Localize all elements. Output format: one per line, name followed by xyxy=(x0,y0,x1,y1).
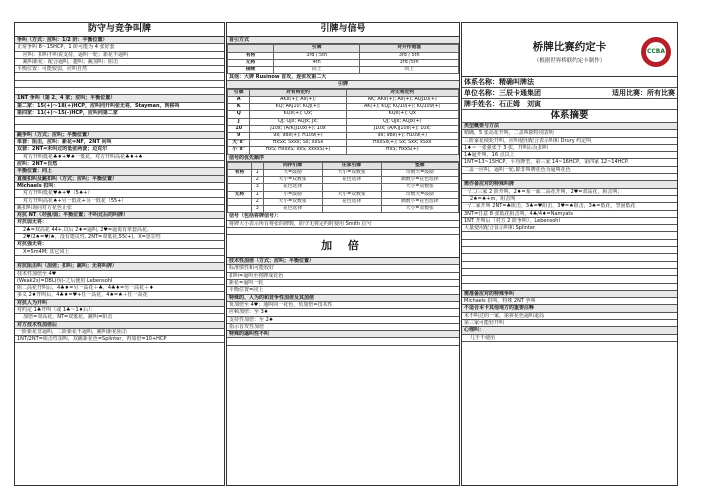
table-cell: 有将 xyxy=(228,170,252,177)
table-cell: 花色选择 xyxy=(322,198,381,205)
section-heading: 对抗阻击叫（加倍；扣叫；跳叫；无将叫牌） xyxy=(15,263,224,270)
text-row: 2♣=双高花 44+,以后 2♦=逼叫, 2♥=逼说有单套高花, xyxy=(15,227,224,234)
section-heading: 技术性加倍（方式；应叫；平衡位置） xyxy=(227,258,459,265)
section-heading: 不适合本卡其他地方的重要注释 xyxy=(462,305,677,312)
column-header: 对无将定约 xyxy=(346,89,458,96)
text-row: 2♠=♠+m，阻击叫 xyxy=(462,196,677,203)
column-header: 庄家引牌 xyxy=(322,162,381,169)
table-cell: HxS; HxxS(+) xyxy=(346,147,458,154)
table-cell: 3rd / 5th xyxy=(274,52,360,59)
table-row xyxy=(228,111,459,118)
section-heading: 需准备应对的特殊争叫 xyxy=(462,291,677,298)
text-row xyxy=(15,73,224,80)
table-cell: 3 xyxy=(252,184,264,191)
signal-note: 信号（包括将牌信号）： xyxy=(227,213,459,220)
column-header: 引牌 xyxy=(274,45,360,52)
text-row: 对方开叫低花♣♦+♥♠一低花，对方开叫高花♣♦+♠ xyxy=(15,154,224,161)
table-row xyxy=(228,96,459,103)
card-subtitle: （根据世界桥联约定卡制作） xyxy=(533,58,606,64)
table-cell: 大=鼓励 xyxy=(263,170,322,177)
table-row xyxy=(228,66,459,73)
table-cell xyxy=(228,198,252,205)
table-cell: 接续 xyxy=(228,66,274,73)
text-row: 对约定 1♣开叫（或 1♣～1♦后）： xyxy=(15,307,224,314)
table-cell: KQx(+); Qx; xyxy=(250,111,346,118)
text-row: 几乎不使用 xyxy=(462,335,677,342)
table-cell: 无将 xyxy=(228,191,252,198)
table-cell: 1 xyxy=(252,170,264,177)
table-cell: 花色选择 xyxy=(263,206,322,213)
table-cell: 偶数小=花色选择 xyxy=(381,198,458,205)
text-row: 扣叫=逼叫至将牌成花色 xyxy=(227,273,459,280)
table-row xyxy=(228,52,459,59)
column-header: 对开作始套 xyxy=(360,45,459,52)
table-row xyxy=(228,170,459,177)
text-row: 大量使用配合显示叫和 Splinter xyxy=(462,225,677,232)
table-cell: 小"x" xyxy=(228,147,250,154)
text-row: 一/二/三家 2 阶开叫，2♦=某一面二高花开叫，2♥=双高花，阻击叫； xyxy=(462,189,677,196)
table-row xyxy=(228,191,459,198)
text-row: 标准惯性和可能较好 xyxy=(227,265,459,272)
leads-signals-column xyxy=(226,22,460,486)
defense-rows xyxy=(15,37,224,343)
table-cell xyxy=(228,206,252,213)
table-cell: AK; AKx(+); Ax(+); AQJ10(+) xyxy=(346,96,458,103)
text-row: 跳叫新花：配合逼叫，邀叫；跳加叫：阻击 xyxy=(15,59,224,66)
table-cell: 9 xyxy=(228,132,250,139)
table-cell: 2 xyxy=(252,177,264,184)
text-row xyxy=(462,284,677,291)
use-for: 适用比赛：所有比赛 xyxy=(612,89,675,97)
text-row: 1NT/2NT=阻击性加叫，双跳新花色=Splinter，再加倍=10+HCP xyxy=(15,336,224,343)
column-header xyxy=(228,162,252,169)
table-cell: 大小=双数张 xyxy=(322,170,381,177)
text-row xyxy=(15,117,224,124)
text-row xyxy=(227,338,459,345)
section-heading: 1NT 争叫（第 2、4 家；应叫；平衡位置） xyxy=(15,95,224,102)
defense-title: 防守与竞争叫牌 xyxy=(15,23,224,37)
table-cell: 奇数大=鼓励 xyxy=(381,191,458,198)
table-cell: 花色选择 xyxy=(263,184,322,191)
text-row: 对抗弱无将： xyxy=(15,219,224,226)
text-row xyxy=(462,269,677,276)
text-row: 应叫：扣叫不叫说支持，逼叫一轮；新花不逼叫 xyxy=(15,52,224,59)
text-row xyxy=(462,174,677,181)
table-cell xyxy=(322,184,381,191)
text-row xyxy=(462,262,677,269)
system-summary-title: 体系摘要 xyxy=(462,110,677,123)
text-row xyxy=(15,81,224,88)
table-cell: K xyxy=(228,104,250,111)
text-row: 负加倍至 4♥；通叫同一花色，负加倍=技术性 xyxy=(227,302,459,309)
table-row xyxy=(228,104,459,111)
text-row xyxy=(462,276,677,283)
text-row: 跳扣叫询问对方花色止张 xyxy=(15,205,224,212)
text-row: 第二家：15(+)～18(+)HCP，应叫同开叫张无将，Stayman，转移叫 xyxy=(15,103,224,110)
text-row: 正常争叫 8～15HCP，1 阶可能为 4 张好套 xyxy=(15,44,224,51)
doubles-rows xyxy=(227,258,459,346)
table-cell: AK(+); KQJ; KQ10(+); KQ109(+) xyxy=(346,104,458,111)
convention-card xyxy=(14,22,678,486)
section-heading: 对抗 NT（对强/弱；平衡位置；不叫过后的叫牌） xyxy=(15,212,224,219)
card-leads-table xyxy=(227,89,459,155)
text-row: Michaels 扣叫，特殊 2NT 争叫 xyxy=(462,298,677,305)
signals-table xyxy=(227,162,459,213)
ccba-logo xyxy=(641,37,671,67)
table-row xyxy=(228,132,459,139)
table-cell: Q xyxy=(228,111,250,118)
column-header xyxy=(252,162,264,169)
section-heading: 跳争叫（方式；应叫；平衡位置） xyxy=(15,132,224,139)
section-heading: 直接扣叫及跳扣叫（方式；应叫；平衡位置） xyxy=(15,176,224,183)
table-cell: HxSx; Sxxx; Sx; xxSx xyxy=(250,140,346,147)
table-cell: 4th xyxy=(274,59,360,66)
section-heading: 需作备应对的特殊叫牌 xyxy=(462,181,677,188)
text-row: 平衡位置=同上 xyxy=(227,287,459,294)
text-row: 平衡位置：可能较弱，应叫自然 xyxy=(15,66,224,73)
text-row: 1NT 开叫后（对方 2 阶争叫），Lebensohl xyxy=(462,218,677,225)
text-row: (Weak2s)=DBL(伪)-之后使用 Lebensohl xyxy=(15,278,224,285)
column-header: 引牌 xyxy=(228,89,250,96)
text-row: X=5m4M; 其它同上 xyxy=(15,249,224,256)
table-row xyxy=(228,118,459,125)
section-heading: 心理叫： xyxy=(462,327,677,334)
text-row: 对方开叫低花♥♠+♥（5♠+） xyxy=(15,190,224,197)
summary-rows xyxy=(462,123,677,342)
text-row: 二盖一应叫，逼叫一轮,除非叫牌花色为逼叫花色 xyxy=(462,167,677,174)
text-row: 应叫：2NT=自然 xyxy=(15,161,224,168)
table-cell: 3 xyxy=(252,206,264,213)
ccba-logo-text: CCBA xyxy=(646,42,666,62)
text-row: 1♣逼开叫，16 点以上 xyxy=(462,152,677,159)
text-row xyxy=(15,256,224,263)
text-row: 对方开叫高花♠+另一低花+另一低花（55+） xyxy=(15,198,224,205)
lead-note: 其他：大牌 Rusinow 首攻，连张攻第二大 xyxy=(227,74,459,81)
text-row: Michaels 扣叫： xyxy=(15,183,224,190)
table-row xyxy=(228,125,459,132)
text-row: 一阶新花非逼叫，二阶新花不逼叫，跳叫新花阻击 xyxy=(15,329,224,336)
table-cell: 9x; 98x(+); H109(+) xyxy=(250,132,346,139)
table-cell: 1 xyxy=(252,191,264,198)
table-cell: 偶数小=花色选择 xyxy=(381,177,458,184)
text-row: 加倍=双高花，NT=双低花，跳叫=阻击 xyxy=(15,314,224,321)
table-cell: AKx(+); Ax(+); xyxy=(250,96,346,103)
table-cell: 3rd /5th xyxy=(360,59,459,66)
system-name: 体系名称：精确叫牌法 xyxy=(462,77,677,88)
table-cell: J10x; (A/K)J10x(+); 10x xyxy=(250,125,346,132)
text-row xyxy=(462,247,677,254)
text-row: 第三家可能轻开叫 xyxy=(462,320,677,327)
table-row xyxy=(228,140,459,147)
section-heading: 对抗人为开叫 xyxy=(15,300,224,307)
text-row: 阻二高花开叫后，4♣♦=另一高花＋♣，4♣♦=另一高花＋♦ xyxy=(15,285,224,292)
text-row: 3NT=任意 8 张低花阻击叫，4♣/4♦=Namyats xyxy=(462,211,677,218)
card-header xyxy=(462,23,677,77)
card-header-column xyxy=(461,22,678,486)
text-row: 一/二家开叫 2NT=♣阻击，3♣=♥阻击，3♥=♠阻击，3♠=低花，坚固低花 xyxy=(462,203,677,210)
table-row xyxy=(228,184,459,191)
table-cell: 小=鼓励 xyxy=(263,191,322,198)
table-cell: 花色选择 xyxy=(322,177,381,184)
table-cell: J10x; (A/K)J10x(+); 10x; xyxy=(346,125,458,132)
text-row: 未不叫过的一家，第拼花色逼叫退局 xyxy=(462,313,677,320)
text-row: 新花=逼叫一轮 xyxy=(227,280,459,287)
text-row xyxy=(462,254,677,261)
table-cell xyxy=(322,206,381,213)
text-row xyxy=(15,88,224,95)
section-heading: 特殊的、人为的和竞争性加倍及其加倍 xyxy=(227,295,459,302)
column-header xyxy=(228,45,274,52)
text-row xyxy=(462,232,677,239)
table-cell: HxS; HxxxS; xxS; xxxxS(+) xyxy=(250,147,346,154)
table-cell: KQx(+); Qx xyxy=(346,111,458,118)
table-row xyxy=(228,206,459,213)
table-cell: 2 xyxy=(252,198,264,205)
defense-competition-column xyxy=(14,22,225,486)
table-cell: KQ; AKJ10; KQJ(+); xyxy=(250,104,346,111)
text-row: 1♦＝一张强张于 3 张，开叫后反扣叫 xyxy=(462,145,677,152)
opening-lead-heading: 首引方式 xyxy=(227,37,459,44)
table-cell: QJ; QJx; AQJx; Jx; xyxy=(250,118,346,125)
table-cell: 10 xyxy=(228,125,250,132)
column-header: 对有将定约 xyxy=(250,89,346,96)
leads-title: 引牌与信号 xyxy=(227,23,459,37)
text-row xyxy=(15,125,224,132)
table-cell: 大小=双数张 xyxy=(381,184,458,191)
table-row xyxy=(228,198,459,205)
unit-name: 单位名称：三辰卡通集团 xyxy=(464,89,541,97)
signal-note-detail: 将牌大小表示所有将张的牌数，防守无将定约时使用 Smith 信号 xyxy=(227,221,459,228)
table-cell: 有将 xyxy=(228,52,274,59)
table-cell: 大小=双数张 xyxy=(381,206,458,213)
table-row xyxy=(228,147,459,154)
doubles-title: 加 倍 xyxy=(227,235,459,258)
column-header: 同伴引牌 xyxy=(263,162,322,169)
table-cell: 大"x" xyxy=(228,140,250,147)
table-cell: 无将 xyxy=(228,59,274,66)
table-cell: 大小=双数张 xyxy=(263,198,322,205)
text-row xyxy=(462,240,677,247)
table-cell: 同上 xyxy=(274,66,360,73)
card-title: 桥牌比赛约定卡 xyxy=(532,41,607,53)
table-cell: 大小=双数张 xyxy=(322,191,381,198)
signal-priority-heading: 信号的优先顺序 xyxy=(227,155,459,162)
text-row: 双套：2NT=未叫过的低张两套；迈克尔 xyxy=(15,146,224,153)
section-heading: 特殊的逼叫性不叫 xyxy=(227,331,459,338)
text-row: 对抗强无将： xyxy=(15,241,224,248)
table-cell: 奇数大=鼓励 xyxy=(381,170,458,177)
table-cell: 9x; 98x(+); H109(+) xyxy=(346,132,458,139)
table-cell: HxxSx(+); Sx; Sxx; xSxx xyxy=(346,140,458,147)
section-heading: 平衡位置：同上 xyxy=(15,168,224,175)
text-row: 支持性加倍：至 2♠ xyxy=(227,317,459,324)
section-heading: 对方技术性加倍后 xyxy=(15,322,224,329)
table-cell: J xyxy=(228,118,250,125)
text-row: 2♥/2♠=♥/♠，没有建议性, 2NT=双低花,55(+)，X=惩罚性 xyxy=(15,234,224,241)
text-row: 应顿加倍：至 3♦ xyxy=(227,309,459,316)
blank-row xyxy=(227,228,459,235)
table-cell: A xyxy=(228,96,250,103)
text-row: 单套：阻击，应叫：新花=NF，2NT 问叫 xyxy=(15,139,224,146)
table-cell: QJ; QJx; AQJx(+) xyxy=(346,118,458,125)
table-cell: 3rd / 5th xyxy=(360,52,459,59)
table-cell: 大小=双数张 xyxy=(263,177,322,184)
table-row xyxy=(228,59,459,66)
table-cell xyxy=(228,177,252,184)
column-header: 垫牌 xyxy=(381,162,458,169)
lead-style-table xyxy=(227,44,459,74)
leads-heading: 引牌 xyxy=(227,81,459,88)
section-heading: 类型概要与方法 xyxy=(462,123,677,130)
table-cell xyxy=(228,184,252,191)
text-row: 技术性加倍至 4♥ xyxy=(15,271,224,278)
text-row: 第四家：11(+)～15(-)HCP，应叫同第二家 xyxy=(15,110,224,117)
text-row: 多义 2♦开叫后，4♣♦=♥+任一高花，4♠=♠＋任一高花 xyxy=(15,292,224,299)
section-heading: 争叫（方式：应叫：1/2 阶：平衡位置） xyxy=(15,37,224,44)
table-row xyxy=(228,177,459,184)
text-row: 精确，5 张高花开叫，二盖叫除特别表明 xyxy=(462,130,677,137)
text-row: 1NT=13~15HCP，平均牌型，第三家 14~16HCP，第四家 12~14HCP. xyxy=(462,159,677,166)
unit-line xyxy=(462,88,677,99)
text-row: 三阶家花续轮开叫，应叫使用配合表示叫和 Drury 约定叫 xyxy=(462,138,677,145)
table-cell: 同上 xyxy=(360,66,459,73)
player-names: 牌手姓名：石正姆 刘寅 xyxy=(462,99,677,110)
text-row: 指示首攻性加倍 xyxy=(227,324,459,331)
